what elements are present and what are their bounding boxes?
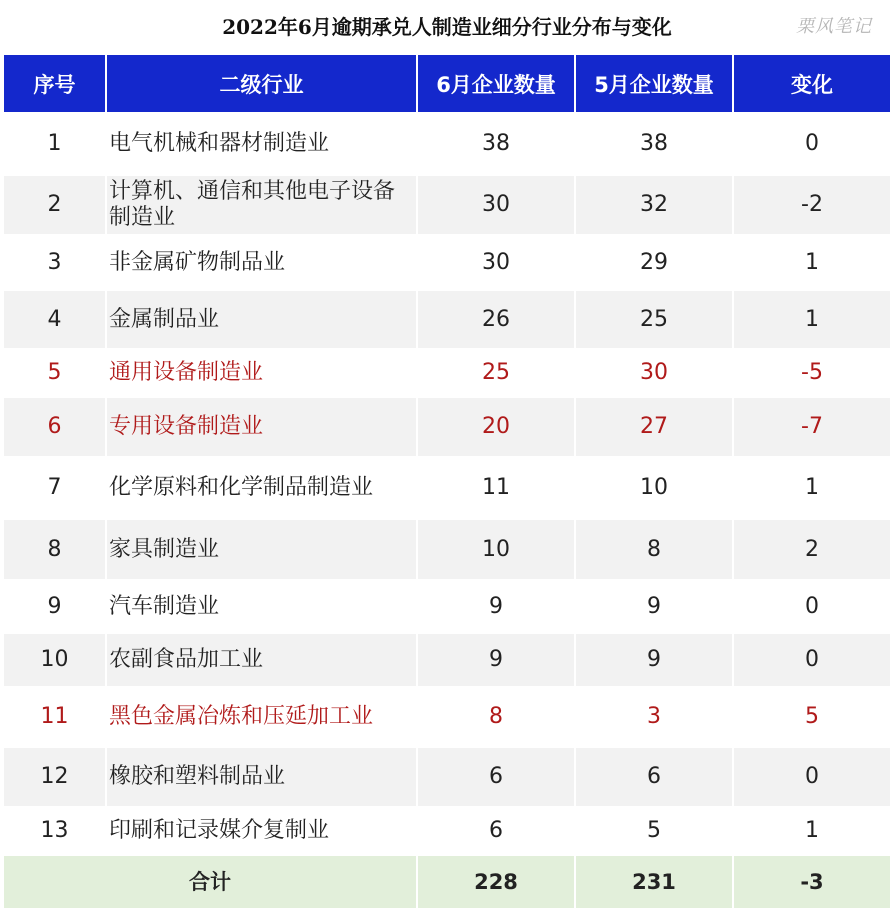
table-row: [4, 806, 890, 856]
row-may: 5: [576, 806, 734, 856]
row-change: 0: [734, 748, 890, 806]
row-industry: 家具制造业: [107, 520, 418, 579]
table-row: [4, 291, 890, 348]
row-index: 11: [4, 686, 107, 748]
header-may: 5月企业数量: [576, 55, 734, 112]
row-june: 6: [418, 748, 576, 806]
row-june: 26: [418, 291, 576, 348]
row-index: 13: [4, 806, 107, 856]
row-may: 38: [576, 112, 734, 176]
row-industry: 汽车制造业: [107, 579, 418, 634]
row-index: 3: [4, 234, 107, 291]
row-industry: 电气机械和器材制造业: [107, 112, 418, 176]
row-industry: 黑色金属冶炼和压延加工业: [107, 686, 418, 748]
table-row: [4, 456, 890, 520]
row-index: 1: [4, 112, 107, 176]
row-change: 0: [805, 131, 819, 156]
row-index: 8: [4, 520, 107, 579]
row-change: 1: [805, 475, 819, 500]
row-index: 4: [4, 291, 107, 348]
row-may: 10: [576, 456, 734, 520]
total-may: 231: [576, 856, 734, 908]
row-change: 1: [805, 249, 819, 275]
row-june: 38: [418, 112, 576, 176]
header-index: 序号: [4, 55, 107, 112]
row-june: 8: [418, 686, 576, 748]
row-industry: 橡胶和塑料制品业: [107, 748, 418, 806]
row-index: 7: [4, 456, 107, 520]
row-change: 5: [805, 704, 819, 729]
header-row: [4, 55, 890, 112]
table-row: [4, 634, 890, 686]
total-row: [4, 856, 890, 908]
row-may: 27: [576, 398, 734, 456]
row-may: 6: [576, 748, 734, 806]
table-row-highlight: [4, 686, 890, 748]
header-change: 变化: [734, 55, 890, 112]
row-industry: 非金属矿物制品业: [107, 234, 418, 291]
row-may: 29: [576, 234, 734, 291]
table-row-highlight: [4, 348, 890, 398]
row-may: 25: [576, 291, 734, 348]
row-june: 9: [418, 634, 576, 686]
row-may: 9: [576, 579, 734, 634]
row-change: 1: [734, 291, 890, 348]
row-june: 25: [418, 348, 576, 398]
row-change: -5: [801, 360, 823, 385]
row-index: 6: [4, 398, 107, 456]
row-may: 32: [576, 176, 734, 234]
row-index: 10: [4, 634, 107, 686]
row-june: 6: [418, 806, 576, 856]
row-industry: 化学原料和化学制品制造业: [107, 456, 418, 520]
row-industry: 通用设备制造业: [107, 348, 418, 398]
row-industry: 农副食品加工业: [107, 634, 418, 686]
total-label: 合计: [4, 856, 418, 908]
row-industry: 计算机、通信和其他电子设备制造业: [107, 176, 418, 234]
row-may: 9: [576, 634, 734, 686]
row-change: -7: [734, 398, 890, 456]
row-may: 30: [576, 348, 734, 398]
row-index: 9: [4, 579, 107, 634]
row-june: 30: [418, 176, 576, 234]
table-row-highlight: [4, 398, 890, 456]
table-row: [4, 112, 890, 176]
row-change: 2: [734, 520, 890, 579]
row-index: 2: [4, 176, 107, 234]
row-june: 30: [418, 234, 576, 291]
total-change: -3: [734, 856, 890, 908]
row-change: -2: [734, 176, 890, 234]
row-change: 0: [734, 634, 890, 686]
table-row: [4, 176, 890, 234]
row-may: 8: [576, 520, 734, 579]
table-row: [4, 748, 890, 806]
row-may: 3: [576, 686, 734, 748]
row-industry: 印刷和记录媒介复制业: [107, 806, 418, 856]
row-change: 0: [805, 593, 819, 619]
header-industry: 二级行业: [107, 55, 418, 112]
header-june: 6月企业数量: [418, 55, 576, 112]
watermark: 栗风笔记: [796, 16, 872, 37]
table-row: [4, 579, 890, 634]
row-june: 9: [418, 579, 576, 634]
table-title: 2022年6月逾期承兑人制造业细分行业分布与变化: [222, 15, 672, 39]
row-industry: 金属制品业: [107, 291, 418, 348]
row-industry: 专用设备制造业: [107, 398, 418, 456]
table-row: [4, 520, 890, 579]
row-index: 5: [4, 348, 107, 398]
table-row: [4, 234, 890, 291]
row-june: 20: [418, 398, 576, 456]
row-june: 10: [418, 520, 576, 579]
row-june: 11: [418, 456, 576, 520]
total-june: 228: [418, 856, 576, 908]
row-index: 12: [4, 748, 107, 806]
row-change: 1: [805, 818, 819, 843]
industry-table: [4, 55, 890, 908]
